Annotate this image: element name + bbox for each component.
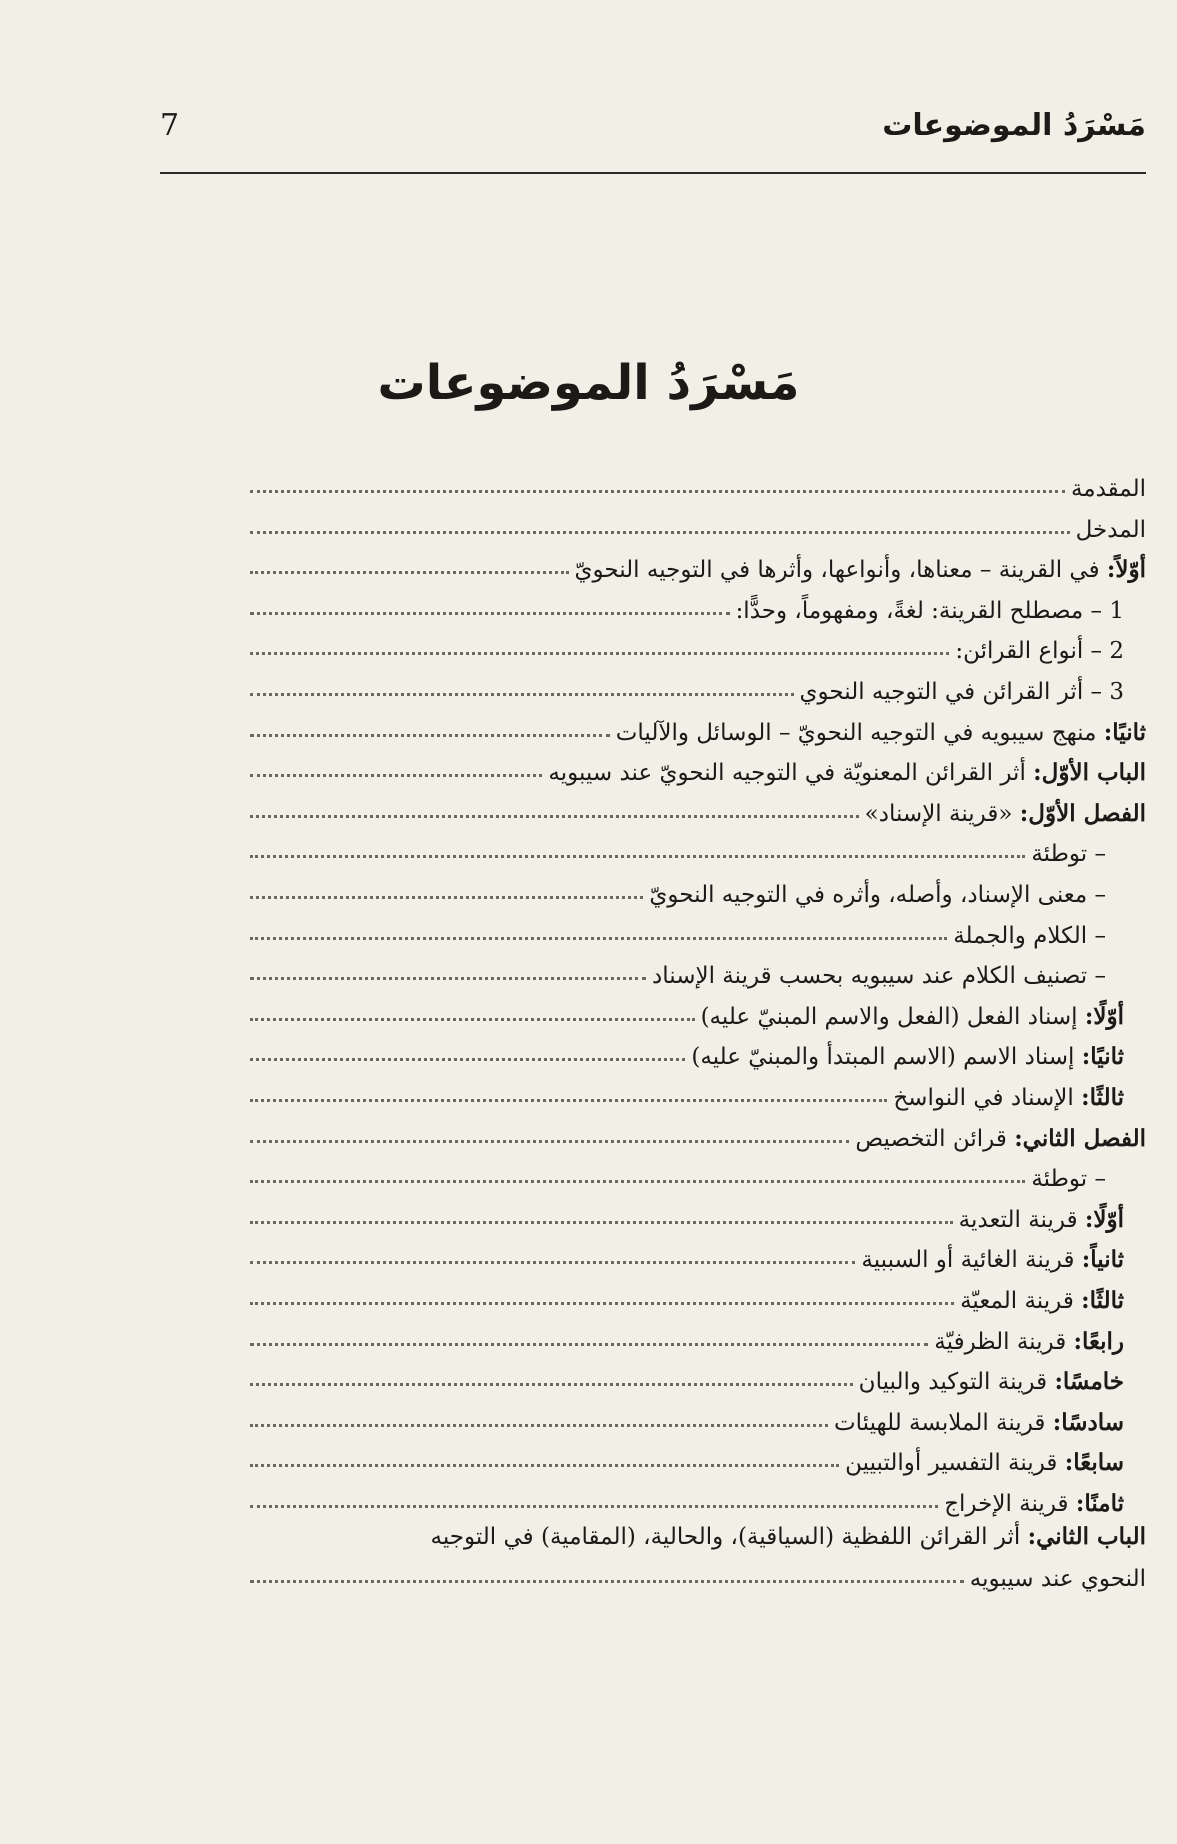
toc-entry[interactable]: [250, 988, 1146, 1030]
toc-entry-label: [960, 1287, 1124, 1314]
toc-entry-text: إسناد الفعل (الفعل والاسم المبنيّ عليه): [700, 1004, 1078, 1030]
toc-entry-text: – توطئة: [1031, 841, 1106, 867]
dot-leader: [250, 1343, 928, 1346]
toc-entry[interactable]: [250, 1150, 1146, 1192]
toc-entry-label: [953, 923, 1106, 949]
toc-entry-text: منهج سيبويه في التوجيه النحويّ – الوسائل والآليات: [615, 720, 1097, 746]
toc-entry[interactable]: [250, 622, 1146, 664]
toc-entry-label: [736, 598, 1124, 624]
toc-entry-label: [893, 1084, 1124, 1111]
dot-leader: [250, 1180, 1025, 1183]
toc-entry-text: المقدمة: [1070, 476, 1146, 502]
toc-entry-lead: الفصل الأوّل:: [1019, 800, 1146, 827]
toc-entry[interactable]: [250, 1191, 1146, 1233]
toc-entry-text: المدخل: [1075, 517, 1146, 543]
dot-leader: [250, 1221, 953, 1224]
toc-entry[interactable]: [250, 582, 1146, 624]
toc-entry-label: [250, 1516, 1146, 1558]
toc-entry-text: قرائن التخصيص: [855, 1126, 1007, 1152]
toc-entry-text: قرينة الظرفيّة: [934, 1329, 1067, 1355]
toc-entry[interactable]: [250, 1028, 1146, 1070]
dot-leader: [250, 1018, 695, 1021]
toc-entry-label: [959, 1206, 1124, 1233]
toc-entry-label: [1031, 1166, 1106, 1192]
toc-entry-text: 2 – أنواع القرائن:: [955, 638, 1124, 664]
toc-entry-text: – تصنيف الكلام عند سيبويه بحسب قرينة الإسناد: [652, 963, 1106, 989]
toc-entry-lead: ثامنًا:: [1075, 1490, 1124, 1517]
toc-entry-lead: أوّلًا:: [1084, 1206, 1124, 1233]
toc-entry-text: قرينة الملابسة للهيئات: [833, 1410, 1046, 1436]
dot-leader: [250, 1302, 954, 1305]
toc-entry[interactable]: [250, 1069, 1146, 1111]
toc-entry[interactable]: [250, 1110, 1146, 1152]
toc-entry-lead: ثالثًا:: [1081, 1084, 1124, 1111]
dot-leader: [250, 1140, 849, 1143]
toc-entry-text: – توطئة: [1031, 1166, 1106, 1192]
toc-entry-label: [701, 1003, 1124, 1030]
dot-leader: [250, 1424, 828, 1427]
dot-leader: [250, 1261, 855, 1264]
toc-entry-label: [859, 1368, 1124, 1395]
toc-entry-label: [1031, 841, 1106, 867]
toc-entry-continuation: [250, 1566, 1146, 1592]
toc-entry-label: [575, 556, 1147, 583]
toc-entry[interactable]: [250, 744, 1146, 786]
dot-leader: [250, 1383, 853, 1386]
toc-entry[interactable]: [250, 785, 1146, 827]
toc-entry-lead: الباب الأوّل:: [1033, 759, 1146, 786]
dot-leader: [250, 855, 1025, 858]
toc-entry-lead: أوّلًا:: [1084, 1003, 1124, 1030]
dot-leader: [250, 490, 1065, 493]
running-header-title: مَسْرَدُ الموضوعات: [882, 108, 1146, 143]
toc-entry-lead: ثالثًا:: [1081, 1287, 1124, 1314]
toc-entry-lead: سادسًا:: [1052, 1409, 1124, 1436]
toc-entry-label: [834, 1409, 1124, 1436]
toc-entry[interactable]: [250, 460, 1146, 502]
toc-entry-text: – الكلام والجملة: [953, 923, 1106, 949]
toc-entry[interactable]: [250, 866, 1146, 908]
dot-leader: [250, 896, 643, 899]
toc-entry-label: [649, 882, 1106, 908]
dot-leader: [250, 693, 794, 696]
toc-entry-label: [865, 800, 1146, 827]
toc-entry-text: قرينة التفسير أوالتبيين: [845, 1450, 1058, 1476]
toc-entry[interactable]: [250, 907, 1146, 949]
page-title: مَسْرَدُ الموضوعات: [377, 355, 800, 411]
dot-leader: [250, 1464, 839, 1467]
toc-entry-text: 3 – أثر القرائن في التوجيه النحوي: [799, 679, 1124, 705]
toc-entry-text: في القرينة – معناها، وأنواعها، وأثرها في التوجيه النحويّ: [574, 557, 1100, 583]
toc-entry-text: – معنى الإسناد، وأصله، وأثره في التوجيه النحويّ: [649, 882, 1106, 908]
toc-entry-text: النحوي عند سيبويه: [969, 1566, 1146, 1592]
toc-entry[interactable]: [250, 1231, 1146, 1273]
toc-entry[interactable]: [250, 501, 1146, 543]
toc-entry-text: أثر القرائن اللفظية (السياقية)، والحالية، (المقامية) في التوجيه: [430, 1524, 1021, 1550]
toc-entry-text: قرينة التوكيد والبيان: [858, 1369, 1048, 1395]
toc-entry-text: قرينة التعدية: [958, 1207, 1078, 1233]
toc-entry-label: [691, 1043, 1124, 1070]
toc-entry-label: [652, 963, 1106, 989]
toc-entry-label: [1071, 476, 1146, 502]
dot-leader: [250, 937, 947, 940]
toc-entry-text: 1 – مصطلح القرينة: لغةً، ومفهوماً، وحدًّا:: [735, 598, 1124, 624]
toc-entry-label: [800, 679, 1124, 705]
toc-entry-text: «قرينة الإسناد»: [864, 801, 1013, 827]
toc-entry-label: [955, 638, 1124, 664]
dot-leader: [250, 977, 646, 980]
toc-entry[interactable]: [250, 1434, 1146, 1476]
toc-entry-label: [934, 1328, 1124, 1355]
toc-entry[interactable]: [250, 704, 1146, 746]
toc-entry-lead: الفصل الثاني:: [1014, 1125, 1146, 1152]
page-number: 7: [160, 108, 180, 143]
toc-entry[interactable]: [250, 1516, 1146, 1600]
toc-entry[interactable]: [250, 541, 1146, 583]
toc-entry[interactable]: [250, 1313, 1146, 1355]
dot-leader: [250, 612, 730, 615]
toc-entry[interactable]: [250, 1272, 1146, 1314]
toc-entry-label: [616, 719, 1146, 746]
toc-entry[interactable]: [250, 1475, 1146, 1517]
dot-leader: [250, 1058, 685, 1061]
toc-entry-text: قرينة الإخراج: [944, 1491, 1069, 1517]
toc-entry-lead: الباب الثاني:: [1027, 1523, 1146, 1550]
running-header: [160, 108, 1146, 174]
toc-entry-text: قرينة المعيّة: [960, 1288, 1074, 1314]
toc-entry[interactable]: [250, 1394, 1146, 1436]
toc-entry-label: [548, 759, 1146, 786]
toc-entry[interactable]: [250, 825, 1146, 867]
toc-entry[interactable]: [250, 1353, 1146, 1395]
toc-entry-label: [944, 1490, 1124, 1517]
toc-entry-label: [1076, 517, 1146, 543]
toc-entry-lead: سابعًا:: [1064, 1449, 1124, 1476]
toc-entry-label: [861, 1246, 1124, 1273]
toc-entry-label: [855, 1125, 1146, 1152]
dot-leader: [250, 774, 542, 777]
toc-entry[interactable]: [250, 663, 1146, 705]
toc-entry-text: أثر القرائن المعنويّة في التوجيه النحويّ عند سيبويه: [548, 760, 1026, 786]
toc-entry-lead: ثانياً:: [1081, 1246, 1124, 1273]
toc-entry-text: قرينة الغائية أو السببية: [861, 1247, 1075, 1273]
toc-entry-text: الإسناد في النواسخ: [893, 1085, 1074, 1111]
dot-leader: [250, 652, 949, 655]
toc-entry-lead: ثانيًا:: [1081, 1043, 1124, 1070]
toc-entry-lead: رابعًا:: [1073, 1328, 1124, 1355]
dot-leader: [250, 815, 859, 818]
toc-entry-lead: خامسًا:: [1054, 1368, 1124, 1395]
dot-leader: [250, 1099, 887, 1102]
dot-leader: [250, 1505, 938, 1508]
toc-entry-lead: ثانيًا:: [1103, 719, 1146, 746]
toc-entry-lead: أوّلاً:: [1106, 556, 1146, 583]
toc-entry[interactable]: [250, 947, 1146, 989]
dot-leader: [250, 531, 1070, 534]
toc-entry-text: إسناد الاسم (الاسم المبتدأ والمبنيّ عليه): [691, 1044, 1075, 1070]
toc-entry-label: [845, 1449, 1124, 1476]
dot-leader: [250, 734, 610, 737]
dot-leader: [250, 571, 569, 574]
dot-leader: [250, 1580, 964, 1583]
